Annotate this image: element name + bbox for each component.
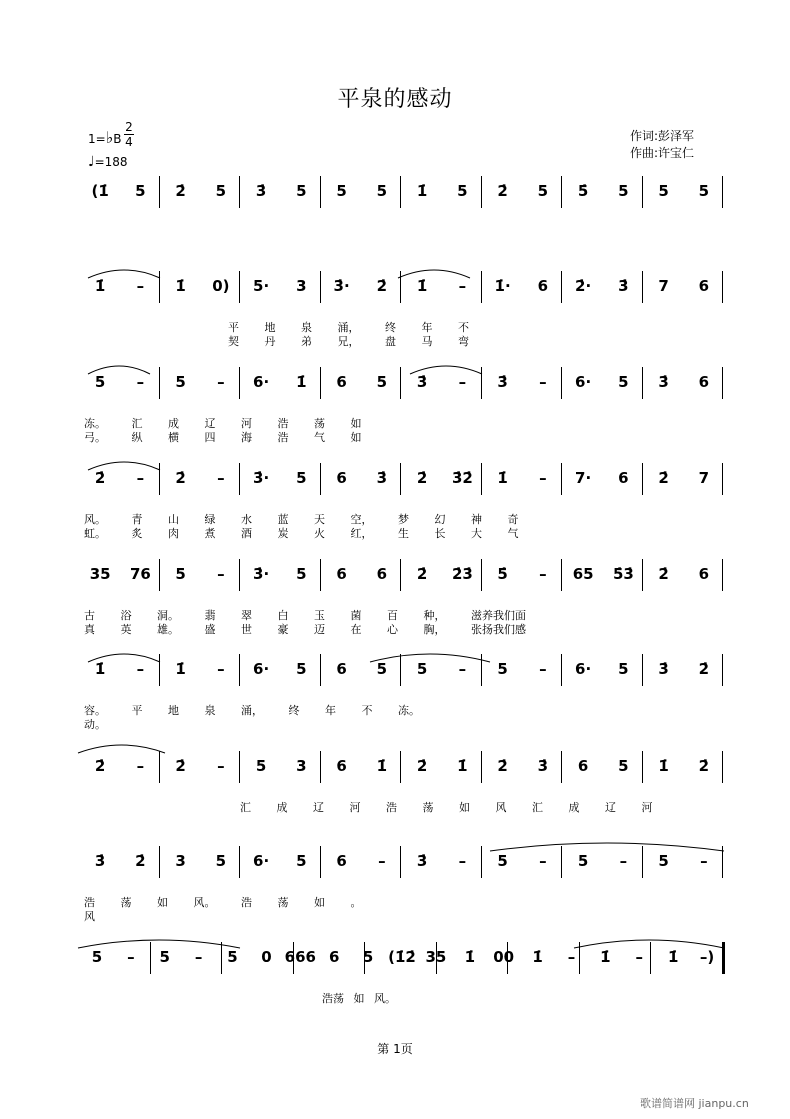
quarter-note-icon: ♩: [88, 154, 95, 170]
note: 3̇·: [253, 469, 270, 487]
slur: [78, 940, 240, 948]
note: 5: [698, 182, 710, 200]
note: 1̇: [416, 277, 428, 295]
bar-line: [481, 176, 482, 208]
note: –: [136, 757, 145, 775]
bar-line: [722, 751, 723, 783]
note: 1̇: [457, 757, 468, 775]
note: 5: [497, 852, 508, 870]
note: 5: [296, 469, 307, 487]
bar-line: [320, 463, 321, 495]
time-numerator: 2: [125, 120, 133, 134]
note: 6·: [253, 852, 270, 870]
bar-line: [239, 751, 240, 783]
note: –: [217, 757, 225, 775]
note: 2̇: [94, 469, 106, 487]
note: 3̇: [376, 469, 388, 487]
lyric-line: 冻。 汇 成 辽 河 浩 荡 如: [84, 417, 362, 430]
bar-line: [642, 559, 643, 591]
note: 35: [425, 948, 447, 966]
note: 65: [572, 565, 594, 583]
lyric-line: 汇 成 辽 河 浩 荡 如 风 汇 成 辽 河: [240, 801, 653, 814]
bar-line: [400, 751, 401, 783]
note: 5·: [253, 277, 270, 295]
note: 5: [159, 948, 170, 966]
note: 2̇: [658, 565, 669, 583]
lyric-line: 风: [84, 910, 95, 923]
tempo-value: =188: [94, 155, 128, 169]
note: 5: [618, 660, 629, 678]
note: –: [619, 852, 628, 870]
note: –: [217, 373, 225, 391]
note: 3̇: [94, 852, 106, 870]
note: –: [217, 565, 225, 583]
bar-line: [159, 367, 160, 399]
note: 5: [296, 660, 307, 678]
note: 1̇: [416, 182, 428, 200]
note: 6: [336, 660, 347, 678]
note: 3̇: [416, 373, 428, 391]
note: 6: [336, 565, 347, 583]
song-title: 平泉的感动: [337, 87, 453, 112]
bar-line: [239, 176, 240, 208]
note: 3̇·: [253, 565, 270, 583]
lyric-line: 契 丹 弟 兄， 盘 马 弯: [228, 335, 469, 348]
bar-line: [481, 463, 482, 495]
note: 3̇: [416, 852, 428, 870]
bar-line: [481, 271, 482, 303]
bar-line: [159, 176, 160, 208]
lyric-line: 平 地 泉 涌， 终 年 不: [228, 321, 469, 334]
note: 3̇: [618, 277, 629, 295]
note: –: [539, 469, 547, 487]
note: 3̇2̇: [451, 469, 473, 487]
bar-line: [239, 559, 240, 591]
note: 6: [336, 757, 347, 775]
bar-line: [722, 176, 723, 208]
bar-line: [481, 846, 482, 878]
flat-sign: ♭: [105, 128, 114, 147]
bar-line: [561, 176, 562, 208]
note: 7: [658, 277, 669, 295]
note: 5: [296, 182, 307, 200]
key-prefix: 1=: [88, 132, 106, 146]
slur: [370, 654, 490, 662]
bar-line: [481, 367, 482, 399]
note: 5: [135, 182, 146, 200]
composer-credit: 作曲:许宝仁: [630, 146, 695, 160]
note: 5: [618, 757, 629, 775]
note: 2̇3̇: [451, 565, 473, 583]
note: 5: [658, 852, 669, 870]
note: 3̇: [658, 373, 669, 391]
note: –: [217, 660, 225, 678]
note: 1̇: [600, 948, 611, 966]
note: 3̇: [255, 182, 267, 200]
note: 5: [215, 852, 227, 870]
note: 6·: [253, 660, 270, 678]
note: –: [136, 469, 145, 487]
bar-line: [159, 559, 160, 591]
note: 6: [698, 373, 710, 391]
bar-line: [239, 654, 240, 686]
note: 5̇3̇: [612, 565, 634, 583]
note: 5̇: [497, 565, 508, 583]
note: 2̇: [135, 852, 146, 870]
bar-line: [561, 367, 562, 399]
note: 5: [416, 660, 428, 678]
bar-line: [320, 846, 321, 878]
bar-line: [159, 654, 160, 686]
note: 3: [296, 757, 307, 775]
note: 5: [497, 660, 508, 678]
key-letter: B: [113, 132, 122, 146]
note: (1̇2̇: [388, 948, 416, 966]
bar-line: [400, 271, 401, 303]
note: –: [539, 852, 547, 870]
note: –: [458, 373, 467, 391]
note: 5: [457, 182, 468, 200]
note: –: [539, 660, 547, 678]
bar-line: [561, 751, 562, 783]
note: 3̇: [497, 373, 508, 391]
lyric-line: 浩荡 如 风。: [322, 992, 396, 1005]
note: –: [458, 852, 467, 870]
note: 6: [328, 948, 340, 966]
bar-line: [159, 271, 160, 303]
bar-line: [400, 463, 401, 495]
note: 0: [261, 948, 272, 966]
note: –: [136, 277, 145, 295]
bar-line: [400, 654, 401, 686]
note: 6·: [575, 373, 592, 391]
note: 2̇: [175, 182, 186, 200]
bar-line: [642, 751, 643, 783]
note: 5: [296, 852, 307, 870]
note: 2̇·: [575, 277, 592, 295]
bar-line: [722, 654, 723, 686]
note: 5: [376, 373, 388, 391]
slur: [574, 940, 724, 948]
note: 1̇: [532, 948, 543, 966]
note: 5: [577, 852, 589, 870]
bar-line: [561, 846, 562, 878]
note: 6: [618, 469, 629, 487]
watermark: 歌谱简谱网 jianpu.cn: [640, 1097, 749, 1110]
note: 5̇: [577, 182, 589, 200]
note: –: [567, 948, 576, 966]
note: –: [136, 373, 145, 391]
note: –: [458, 277, 467, 295]
note: 1̇: [94, 277, 106, 295]
note: 5: [362, 948, 374, 966]
note: –: [539, 373, 547, 391]
note: 6: [698, 277, 710, 295]
lyric-line: 容。 平 地 泉 涌， 终 年 不 冻。: [84, 704, 420, 717]
note: –: [539, 565, 547, 583]
note: 6: [537, 277, 549, 295]
note: 2̇: [175, 469, 186, 487]
lyricist-credit: 作词:彭泽军: [630, 129, 695, 143]
note: 6·: [253, 373, 270, 391]
key-signature: [88, 128, 121, 147]
note: 2̇: [698, 757, 710, 775]
note: 5: [376, 182, 388, 200]
note: –): [699, 948, 715, 966]
bar-line: [320, 271, 321, 303]
note: 6: [336, 852, 347, 870]
note: 6: [376, 565, 388, 583]
note: 7: [698, 469, 710, 487]
note: 5: [658, 182, 669, 200]
note: 1̇: [175, 660, 186, 678]
note: 3̇: [537, 757, 549, 775]
note: 5: [618, 373, 629, 391]
note: 5: [296, 565, 307, 583]
note: 1̇: [296, 373, 307, 391]
note: 2̇: [376, 277, 388, 295]
note: 2̇: [416, 757, 428, 775]
note: 1̇: [175, 277, 186, 295]
bar-line: [722, 846, 723, 878]
note: 5: [376, 660, 388, 678]
bar-line: [239, 846, 240, 878]
bar-line: [642, 654, 643, 686]
note: 3: [175, 852, 186, 870]
note: –: [194, 948, 203, 966]
bar-line: [320, 559, 321, 591]
bar-line: [722, 463, 723, 495]
note: 2̇: [416, 469, 428, 487]
bar-line: [481, 654, 482, 686]
note: 5: [175, 565, 186, 583]
note: –: [700, 852, 708, 870]
bar-line: [561, 463, 562, 495]
bar-line: [722, 271, 723, 303]
note: 6: [336, 373, 347, 391]
note: –: [458, 660, 467, 678]
note: 7·: [575, 469, 592, 487]
note: –: [635, 948, 643, 966]
note: –: [217, 469, 225, 487]
note: 1̇: [94, 660, 106, 678]
bar-line: [722, 559, 723, 591]
note: 2̇: [94, 757, 106, 775]
bar-line: [320, 654, 321, 686]
note: 2̇: [416, 565, 428, 583]
note: 5: [227, 948, 238, 966]
bar-line: [722, 367, 723, 399]
note: 6: [577, 757, 589, 775]
bar-line: [642, 463, 643, 495]
bar-line: [650, 942, 651, 974]
note: 2̇: [175, 757, 186, 775]
note: 5: [175, 373, 186, 391]
note: 35: [89, 565, 111, 583]
note: 3̇: [658, 660, 669, 678]
bar-line: [561, 559, 562, 591]
lyric-line: 真 英 雄。 盛 世 豪 迈 在 心 胸， 张扬我们感: [84, 623, 526, 636]
note: 2̇: [497, 182, 508, 200]
note: 5: [91, 948, 103, 966]
bar-line: [400, 176, 401, 208]
bar-line: [159, 463, 160, 495]
note: 3̇·: [333, 277, 350, 295]
note: 0): [212, 277, 230, 295]
bar-line: [642, 271, 643, 303]
note: –: [127, 948, 135, 966]
bar-line: [642, 367, 643, 399]
bar-line: [221, 942, 222, 974]
slur: [78, 745, 165, 753]
bar-line: [481, 559, 482, 591]
time-signature: [124, 120, 134, 149]
note: 1̇: [497, 469, 508, 487]
page-number: 第 1页: [377, 1042, 413, 1056]
lyric-line: 虹。 炙 肉 煮 酒 炭 火 红， 生 长 大 气: [84, 527, 519, 540]
bar-line: [579, 942, 580, 974]
bar-line: [400, 367, 401, 399]
bar-line: [561, 654, 562, 686]
bar-line: [320, 751, 321, 783]
note: 3: [296, 277, 307, 295]
note: 5: [618, 182, 629, 200]
note: 76: [129, 565, 151, 583]
bar-line: [642, 176, 643, 208]
note: 1̇: [464, 948, 475, 966]
note: 2̇: [698, 660, 710, 678]
slur: [490, 843, 724, 851]
bar-line: [239, 367, 240, 399]
note: 5: [336, 182, 347, 200]
lyric-line: 动。: [84, 718, 106, 731]
note: 2̇: [658, 469, 669, 487]
bar-line: [481, 751, 482, 783]
tempo-marking: [88, 154, 128, 170]
note: 1̇: [658, 757, 669, 775]
bar-line: [722, 942, 725, 974]
bar-line: [642, 846, 643, 878]
note: 6: [698, 565, 710, 583]
note: 5: [215, 182, 227, 200]
note: 1̇: [667, 948, 679, 966]
bar-line: [239, 463, 240, 495]
note: 2̇: [497, 757, 508, 775]
note: 1̇: [376, 757, 388, 775]
bar-line: [320, 176, 321, 208]
bar-line: [239, 271, 240, 303]
bar-line: [159, 846, 160, 878]
note: 5: [537, 182, 549, 200]
bar-line: [400, 559, 401, 591]
note: –: [378, 852, 386, 870]
note: 5: [94, 373, 106, 391]
note: 6: [336, 469, 347, 487]
note: 1̇·: [494, 277, 511, 295]
note: 5: [255, 757, 267, 775]
bar-line: [320, 367, 321, 399]
bar-line: [400, 846, 401, 878]
note: 00: [493, 948, 515, 966]
note: –: [136, 660, 145, 678]
lyric-line: 浩 荡 如 风。 浩 荡 如 。: [84, 896, 362, 909]
note: 6·: [575, 660, 592, 678]
note: 666: [284, 948, 316, 966]
lyric-line: 风。 青 山 绿 水 蓝 天 空， 梦 幻 神 奇: [84, 513, 519, 526]
bar-line: [159, 751, 160, 783]
time-denominator: 4: [125, 135, 133, 149]
bar-line: [561, 271, 562, 303]
note: (1̇: [91, 182, 109, 200]
lyric-line: 弓。 纵 横 四 海 浩 气 如: [84, 431, 362, 444]
bar-line: [150, 942, 151, 974]
lyric-line: 古 浴 洞。 翡 翠 白 玉 菌 百 种， 滋养我们面: [84, 609, 526, 622]
credits: [630, 128, 694, 162]
